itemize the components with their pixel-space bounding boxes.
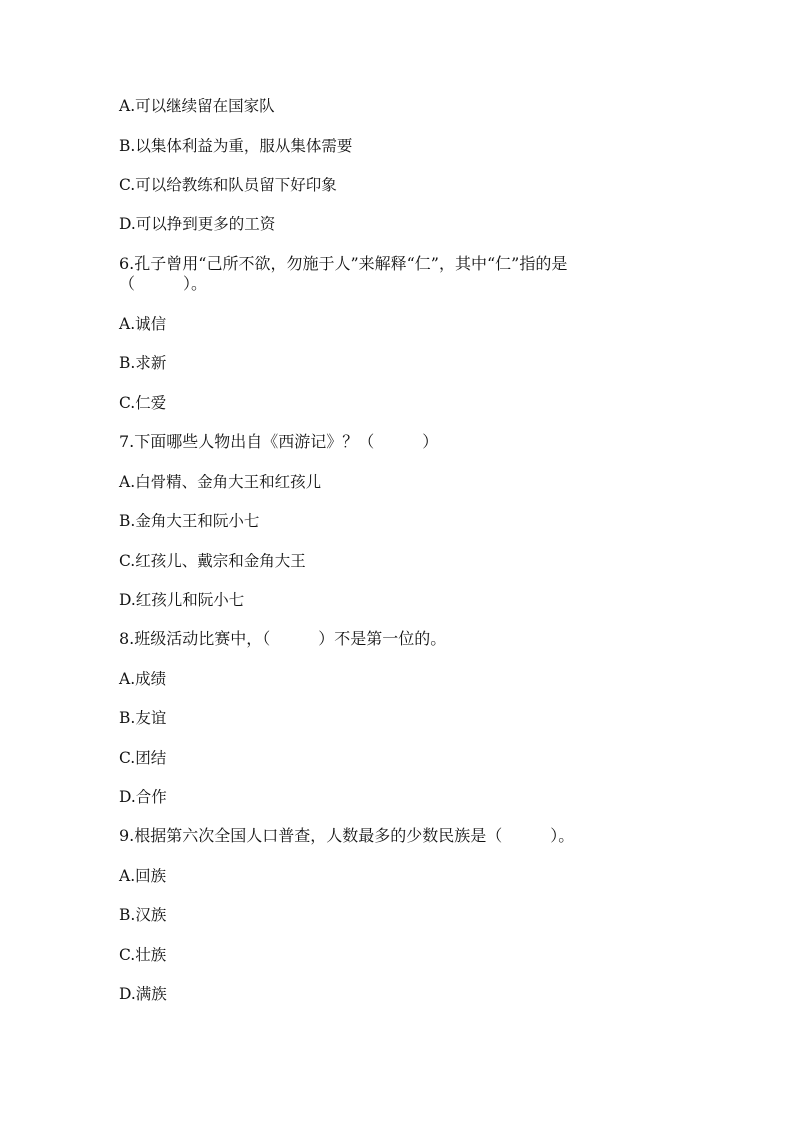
q7-option-b: B.金角大王和阮小七 — [119, 512, 260, 530]
q7-option-d: D.红孩儿和阮小七 — [119, 591, 245, 609]
q6-option-c: C.仁爱 — [119, 394, 167, 412]
q7-stem: 7.下面哪些人物出自《西游记》？（ ） — [119, 432, 439, 451]
q6-stem-line1: 6.孔子曾用“己所不欲，勿施于人”来解释“仁”，其中“仁”指的是 — [119, 254, 568, 273]
q6-stem-line2: （ ）。 — [119, 274, 208, 293]
q9-option-d: D.满族 — [119, 985, 167, 1003]
q7-option-c: C.红孩儿、戴宗和金角大王 — [119, 552, 306, 570]
q5-option-a: A.可以继续留在国家队 — [119, 97, 275, 115]
q8-option-c: C.团结 — [119, 749, 167, 767]
q9-option-c: C.壮族 — [119, 946, 167, 964]
q8-option-d: D.合作 — [119, 788, 167, 806]
q9-stem: 9.根据第六次全国人口普查，人数最多的少数民族是（ ）。 — [119, 826, 575, 845]
q6-option-a: A.诚信 — [119, 315, 167, 333]
q8-option-b: B.友谊 — [119, 709, 167, 727]
q6-option-b: B.求新 — [119, 354, 167, 372]
q5-option-b: B.以集体利益为重，服从集体需要 — [119, 137, 353, 155]
q7-option-a: A.白骨精、金角大王和红孩儿 — [119, 473, 322, 491]
q8-option-a: A.成绩 — [119, 670, 167, 688]
q9-option-a: A.回族 — [119, 867, 167, 885]
q8-stem: 8.班级活动比赛中，（ ）不是第一位的。 — [119, 629, 447, 648]
q9-option-b: B.汉族 — [119, 906, 167, 924]
q5-option-c: C.可以给教练和队员留下好印象 — [119, 176, 337, 194]
q5-option-d: D.可以挣到更多的工资 — [119, 215, 276, 233]
